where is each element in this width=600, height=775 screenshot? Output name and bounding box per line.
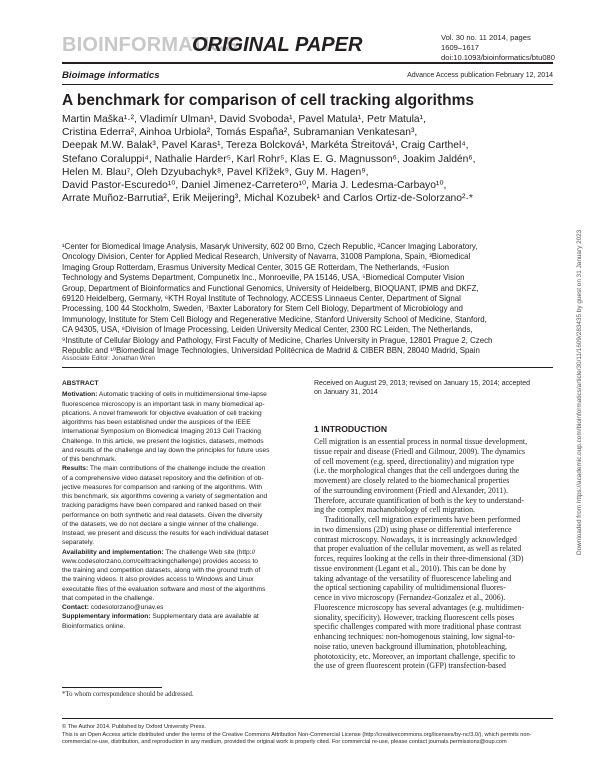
abstract-line: Supplementary information: Supplementary data are available at	[62, 613, 259, 621]
abstract-line: that competed in the challenge.	[62, 594, 155, 602]
affiliation-line: Processing, 100 44 Stockholm, Sweden, ⁷Baxter Laboratory for Stem Cell Biology, Department of Microbiology and	[62, 304, 463, 314]
abstract-line: the training and competition datasets, along with the ground truth of	[62, 567, 261, 574]
paper-type: ORIGINAL PAPER	[192, 34, 363, 56]
abstract-line: Bioinformatics online.	[62, 622, 126, 630]
intro-line: noise ratio, uneven background illumination, photobleaching,	[314, 641, 507, 651]
received-line: on January 31, 2014	[314, 389, 378, 397]
abstract-line: separately.	[62, 539, 94, 547]
intro-line: of cell movement (e.g. speed, directionality) and migration type	[314, 456, 515, 466]
received-dates	[314, 379, 554, 398]
affiliation-line: ¹Center for Biomedical Image Analysis, Masaryk University, 602 00 Brno, Czech Republic, ²Cancer Imaging Laboratory,	[62, 242, 478, 251]
journal-brand: BIOINFORMATICS	[62, 34, 238, 56]
abstract-line: Availability and implementation: The challenge Web site (http://	[62, 548, 256, 556]
abstract-line: Motivation: Automatic tracking of cells in multidimensional time-lapse	[62, 391, 267, 399]
received-line: Received on August 29, 2013; revised on January 15, 2014; accepted	[314, 380, 530, 387]
header-rule	[62, 62, 553, 64]
affiliation-line: Immunology, Institute for Stem Cell Biology and Regenerative Medicine, Stanford University School of Medicine, Stanford,	[62, 314, 487, 324]
introduction-heading: 1 INTRODUCTION	[314, 424, 388, 434]
abstract-line: this benchmark, six algorithms covering a variety of segmentation and	[62, 493, 268, 500]
author-list	[62, 113, 554, 205]
abstract-line: performance on both synthetic and real datasets. Given the diversity	[62, 511, 263, 519]
copyright-notice	[62, 724, 554, 747]
download-side-note: Downloaded from https://academic.oup.com/bioinformatics/article/30/11/1609/283435 by guest on 31 January 2023	[576, 229, 583, 555]
author-line: Helen M. Blau⁷, Oleh Dzyubachyk⁸, Pavel Křížek⁹, Guy M. Hagen⁹,	[62, 166, 369, 178]
author-line: Martin Maška¹·², Vladimír Ulman¹, David Svoboda¹, Pavel Matula¹, Petr Matula¹,	[62, 114, 426, 125]
abstract-line: of this benchmark.	[62, 456, 117, 463]
doi[interactable]: doi:10.1093/bioinformatics/btu080	[441, 53, 555, 62]
intro-line: cence in vivo microscopy (Fernandez-Gonzalez et al., 2006).	[314, 593, 506, 602]
volume-pages: Vol. 30 no. 11 2014, pages 1609–1617	[441, 33, 531, 52]
intro-line: tissue environment (Legant et al., 2010). This can be done by	[314, 563, 507, 573]
copyright-line: © The Author 2014. Published by Oxford University Press.	[62, 724, 206, 730]
introduction-body	[314, 437, 554, 671]
affiliation-line: Imaging Group Rotterdam, Erasmus University Medical Center, 3015 GE Rotterdam, The Netherlands, ⁴Fusion	[62, 262, 449, 272]
title-rule	[62, 84, 553, 85]
affiliation-line: Oncology Division, Center for Applied Medical Research, University of Navarra, 31008 Pamplona, Spain, ³Biomedical	[62, 252, 471, 262]
abstract-line: jective measures for comparison and ranking of the algorithms. With	[62, 483, 263, 491]
abstract-line: Results: The main contributions of the challenge include the creation	[62, 465, 266, 473]
copyright-line: This is an Open Access article distributed under the terms of the Creative Commons Attribution Non-Commercial License (http://creativecommons.org/licenses/by-nc/3.0/), which permits non-	[62, 731, 532, 738]
affiliation-line: Group, Department of Bioinformatics and Functional Genomics, University of Heidelberg, BIOQUANT, IPMB and DKFZ,	[62, 283, 479, 293]
abstract-line: www.codesolorzano.com/celltrackingchallenge) provides access to	[62, 557, 258, 565]
intro-line: contrast microscopy. Nowadays, it is increasingly acknowledged	[314, 534, 517, 544]
intro-line: in two dimensions (2D) using phase or differential interference	[314, 524, 512, 534]
abstract-line: of the datasets, we do not declare a single winner of the challenge.	[62, 520, 259, 528]
volume-info	[441, 33, 553, 63]
abstract-heading: ABSTRACT	[62, 380, 99, 387]
intro-line: Therefore, accurate quantification of both is the key to understand-	[314, 495, 524, 505]
footer-rule	[62, 718, 553, 719]
intro-line: enhancing techniques: non-homogenous staining, low signal-to-	[314, 632, 515, 641]
abstract-line: the training videos. It also provides access to Windows and Linux	[62, 576, 254, 584]
abstract-line: tracking paradigms have been compared and ranked based on their	[62, 502, 262, 510]
affiliation-line: ⁹Institute of Cellular Biology and Pathology, First Faculty of Medicine, Charles University in Prague, 12801 Prague 2, Czech	[62, 335, 493, 345]
abstract-line: and results of the challenge and lay down the principles for future uses	[62, 446, 270, 454]
intro-line: ing the complex machanobiology of cell migration.	[314, 505, 475, 515]
advance-access: Advance Access publication February 12, 2014	[407, 72, 553, 79]
intro-line: movement) are closely related to the biomechanical properties	[314, 476, 510, 485]
intro-line: Traditionally, cell migration experiments have been performed	[324, 515, 521, 524]
intro-line: taking advantage of the versatility of fluorescence labeling and	[314, 573, 512, 583]
intro-line: Cell migration is an essential process in normal tissue development,	[314, 437, 528, 446]
intro-line: tissue repair and disease (Friedl and Gilmour, 2009). The dynamics	[314, 446, 526, 456]
abstract-line: algorithms has been established under the auspices of the IEEE	[62, 419, 251, 426]
intro-line: sionality, specificity). However, tracking fluorescent cells poses	[314, 612, 515, 622]
author-line: Deepak M.W. Balak³, Pavel Karas¹, Tereza Bolcková¹, Markéta Štreitová¹, Craig Carthel⁴,	[62, 140, 469, 152]
abstract-rule	[62, 367, 553, 368]
intro-line: specific challenges compared with more traditional phase contrast	[314, 622, 522, 632]
section-label: Bioimage informatics	[62, 70, 160, 81]
abstract-line: of a comprehensive video dataset repository and the definition of ob-	[62, 474, 264, 482]
abstract-line: executable files of the evaluation software and most of the algorithms	[62, 585, 266, 593]
affiliation-line: Technology and Systems Department, Compunetix Inc., Monroeville, PA 15146, USA, ⁵Biomedical Computer Vision	[62, 273, 465, 283]
abstract-line: plications. A novel framework for objective evaluation of cell tracking	[62, 409, 262, 417]
affiliations	[62, 242, 554, 356]
abstract-line: fluorescence microscopy is an important task in many biomedical ap-	[62, 400, 265, 408]
intro-line: that proper evaluation of the cellular movement, as well as related	[314, 544, 522, 554]
abstract-body	[62, 390, 299, 631]
associate-editor: Associate Editor: Jonathan Wren	[62, 355, 155, 362]
intro-line: phototoxicity, etc. Moreover, an important challenge, specific to	[314, 651, 516, 661]
abstract-line: Instead, we present and discuss the results for each individual dataset	[62, 530, 269, 537]
abstract-line: International Symposium on Biomedical Imaging 2013 Cell Tracking	[62, 428, 261, 436]
copyright-line: commercial re-use, distribution, and reproduction in any medium, provided the original work is properly cited. For commercial re-use, please contact journals.permissions@oup.com	[62, 739, 507, 746]
intro-line: Fluorescence microscopy has several advantages (e.g. multidimen-	[314, 602, 524, 612]
author-line: Cristina Ederra², Ainhoa Urbiola², Tomás España², Subramanian Venkatesan³,	[62, 127, 418, 139]
correspondence-footnote: *To whom correspondence should be addressed.	[62, 691, 194, 698]
intro-line: forces, requires looking at the cells in their three-dimensional (3D)	[314, 554, 524, 563]
abstract-line: Challenge. In this article, we present the logistics, datasets, methods	[62, 437, 264, 445]
paper-title: A benchmark for comparison of cell tracking algorithms	[62, 92, 474, 109]
affiliation-line: CA 94305, USA, ⁸Division of Image Processing, Leiden University Medical Center, 2300 RC Leiden, The Netherlands,	[62, 325, 473, 335]
author-line: Arrate Muñoz-Barrutia², Erik Meijering³, Michal Kozubek¹ and Carlos Ortiz-de-Solorzano²·*	[62, 193, 473, 205]
footnote-rule	[62, 687, 162, 688]
intro-line: the optical sectioning capability of multidimensional fluores-	[314, 583, 506, 593]
intro-line: (i.e. the morphological changes that the cell undergoes during the	[314, 466, 520, 476]
abstract-line: Contact: codesolorzano@unav.es	[62, 604, 164, 611]
author-line: David Pastor-Escuredo¹⁰, Daniel Jimenez-Carretero¹⁰, Maria J. Ledesma-Carbayo¹⁰,	[62, 180, 447, 192]
abstract	[62, 379, 299, 631]
affiliation-line: 69120 Heidelberg, Germany, ⁶KTH Royal Institute of Technology, ACCESS Linnaeus Center, Department of Signal	[62, 294, 461, 304]
affiliation-line: Republic and ¹⁰Biomedical Image Technologies, Universidad Politécnica de Madrid & CIBER BBN, 28040 Madrid, Spain	[62, 346, 480, 356]
intro-line: the use of green fluorescent protein (GFP) transfection-based	[314, 661, 506, 671]
author-line: Stefano Coraluppi⁴, Nathalie Harder⁵, Karl Rohr⁵, Klas E. G. Magnusson⁶, Joakim Jaldén⁶,	[62, 153, 476, 165]
intro-line: of the surrounding environment (Friedl and Alexander, 2011).	[314, 485, 508, 495]
